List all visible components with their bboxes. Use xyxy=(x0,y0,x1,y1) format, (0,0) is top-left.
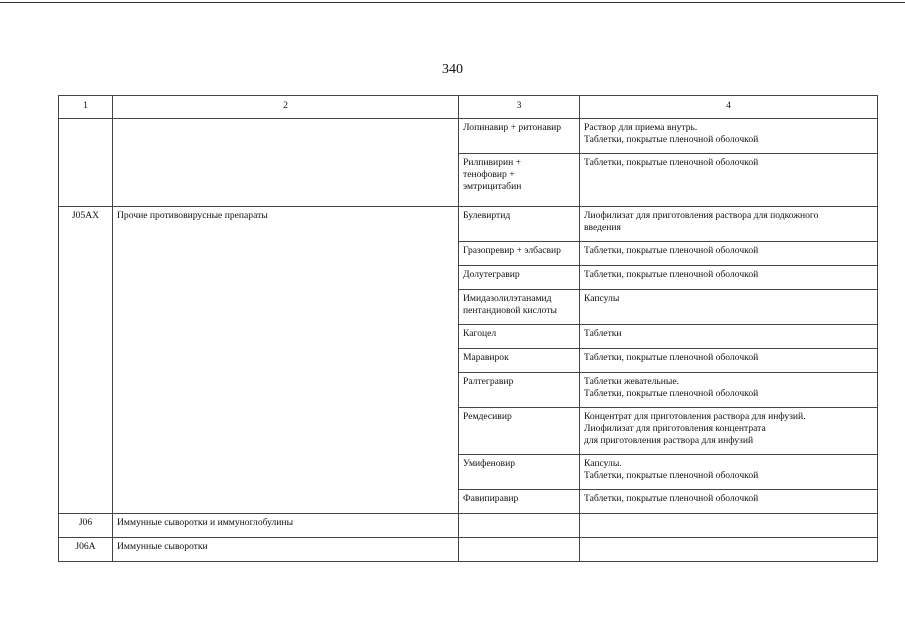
drug-name-cell xyxy=(459,408,580,455)
drug-name-line: Гразопревир + элбасвир xyxy=(463,245,561,256)
dosage-form-cell xyxy=(580,490,878,514)
column-header: 1 xyxy=(59,96,113,119)
drug-name-cell xyxy=(459,373,580,408)
dosage-form-cell xyxy=(580,408,878,455)
dosage-form-line: Таблетки, покрытые пленочной оболочкой xyxy=(584,157,759,168)
drug-name-cell xyxy=(459,349,580,373)
column-header: 3 xyxy=(459,96,580,119)
dosage-form-line: введения xyxy=(584,222,621,233)
dosage-form-line: Лиофилизат для приготовления раствора для подкожного xyxy=(584,210,819,221)
drug-name-cell xyxy=(459,290,580,325)
drug-name-line: пентандиовой кислоты xyxy=(463,305,557,316)
drug-name-line: эмтрицитабин xyxy=(463,181,522,192)
drug-name-line: Фавипиравир xyxy=(463,493,519,504)
dosage-form-cell xyxy=(580,207,878,242)
table-row xyxy=(59,119,878,154)
therapeutic-group-cell: Прочие противовирусные препараты xyxy=(113,207,459,514)
therapeutic-group-cell: Иммунные сыворотки и иммуноглобулины xyxy=(113,514,459,538)
dosage-form-line: Капсулы xyxy=(584,293,620,304)
dosage-form-line: Лиофилизат для приготовления концентрата xyxy=(584,423,766,434)
drug-name-cell xyxy=(459,207,580,242)
drug-name-line: Ралтегравир xyxy=(463,376,514,387)
table-header-row xyxy=(59,96,878,119)
atc-code-cell: J05AX xyxy=(59,207,113,514)
table-row xyxy=(59,538,878,562)
dosage-form-cell xyxy=(580,373,878,408)
dosage-form-line: Таблетки, покрытые пленочной оболочкой xyxy=(584,352,759,363)
atc-code-cell: J06 xyxy=(59,514,113,538)
column-header: 2 xyxy=(113,96,459,119)
dosage-form-line: Таблетки, покрытые пленочной оболочкой xyxy=(584,388,759,399)
drug-name-line: Маравирок xyxy=(463,352,509,363)
table-row xyxy=(59,514,878,538)
drug-name-cell xyxy=(459,242,580,266)
dosage-form-line: Таблетки, покрытые пленочной оболочкой xyxy=(584,470,759,481)
drug-name-cell xyxy=(459,490,580,514)
dosage-form-cell xyxy=(580,119,878,154)
drug-name-line: Долутегравир xyxy=(463,269,520,280)
drug-name-line: Лопинавир + ритонавир xyxy=(463,122,562,133)
page-number: 340 xyxy=(442,62,463,77)
dosage-form-line: Таблетки, покрытые пленочной оболочкой xyxy=(584,245,759,256)
therapeutic-group-cell xyxy=(113,119,459,207)
drug-name-cell xyxy=(459,455,580,490)
dosage-form-line: Таблетки, покрытые пленочной оболочкой xyxy=(584,493,759,504)
drug-name-line: Ремдесивир xyxy=(463,411,512,422)
dosage-form-cell xyxy=(580,455,878,490)
dosage-form-line: для приготовления раствора для инфузий xyxy=(584,435,754,446)
atc-code-cell xyxy=(59,119,113,207)
drug-name-cell xyxy=(459,266,580,290)
page-top-border xyxy=(0,2,905,3)
dosage-form-cell xyxy=(580,242,878,266)
dosage-form-cell xyxy=(580,349,878,373)
atc-code-cell: J06A xyxy=(59,538,113,562)
drug-table xyxy=(58,95,878,562)
drug-name-cell xyxy=(459,154,580,207)
table-row xyxy=(59,207,878,242)
dosage-form-cell xyxy=(580,325,878,349)
drug-name-cell xyxy=(459,119,580,154)
dosage-form-line: Таблетки, покрытые пленочной оболочкой xyxy=(584,134,759,145)
therapeutic-group-cell: Иммунные сыворотки xyxy=(113,538,459,562)
dosage-form-line: Таблетки жевательные. xyxy=(584,376,679,387)
drug-name-line: Рилпивирин + xyxy=(463,157,522,168)
drug-name-cell xyxy=(459,325,580,349)
drug-name-line: Имидазолилэтанамид xyxy=(463,293,552,304)
drug-name-line: тенофовир + xyxy=(463,169,515,180)
drug-name-line: Умифеновир xyxy=(463,458,516,469)
dosage-form-line: Капсулы. xyxy=(584,458,622,469)
dosage-form-line: Раствор для приема внутрь. xyxy=(584,122,698,133)
dosage-form-cell xyxy=(580,154,878,207)
dosage-form-line: Концентрат для приготовления раствора для инфузий. xyxy=(584,411,806,422)
dosage-form-line: Таблетки, покрытые пленочной оболочкой xyxy=(584,269,759,280)
drug-name-cell xyxy=(459,514,580,538)
dosage-form-cell xyxy=(580,538,878,562)
drug-name-line: Булевиртид xyxy=(463,210,511,221)
drug-name-cell xyxy=(459,538,580,562)
dosage-form-cell xyxy=(580,290,878,325)
column-header: 4 xyxy=(580,96,878,119)
table-body xyxy=(59,119,878,562)
dosage-form-cell xyxy=(580,266,878,290)
drug-name-line: Кагоцел xyxy=(463,328,497,339)
dosage-form-line: Таблетки xyxy=(584,328,622,339)
dosage-form-cell xyxy=(580,514,878,538)
